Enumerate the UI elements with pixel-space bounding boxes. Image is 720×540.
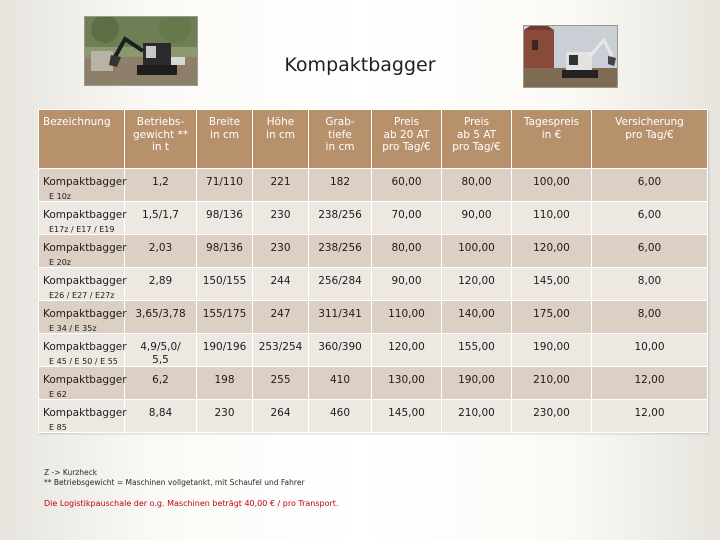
- machine-model: E 85: [49, 422, 67, 432]
- column-header-line: in cm: [210, 128, 239, 141]
- table-header-row: [39, 110, 708, 169]
- column-header-line: gewicht **: [132, 128, 188, 141]
- value-cell: 1,2: [125, 169, 197, 202]
- rental-price-table: [38, 109, 708, 433]
- value-cell: 210,00: [512, 367, 592, 400]
- column-header-line: Breite: [208, 116, 241, 128]
- value-cell: 100,00: [442, 235, 512, 268]
- value-cell: 3,65/3,78: [125, 301, 197, 334]
- machine-name-cell: [39, 268, 125, 301]
- page-title: Kompaktbagger: [284, 54, 436, 76]
- value-cell: 6,2: [125, 367, 197, 400]
- value-cell: 2,89: [125, 268, 197, 301]
- footnote-kurzheck: Z -> Kurzheck: [44, 468, 98, 477]
- value-cell: 230,00: [512, 400, 592, 433]
- machine-name: Kompaktbagger: [43, 275, 127, 287]
- column-header: [442, 110, 512, 169]
- machine-model: E 62: [49, 389, 67, 399]
- machine-name: Kompaktbagger: [43, 341, 127, 353]
- value-cell: 80,00: [372, 235, 442, 268]
- machine-model: E 45 / E 50 / E 55: [49, 356, 118, 366]
- column-header: [309, 110, 372, 169]
- value-cell: 60,00: [372, 169, 442, 202]
- value-cell: 460: [309, 400, 372, 433]
- column-header-line: Preis: [393, 116, 420, 128]
- value-cell: 155/175: [197, 301, 253, 334]
- value-cell: 70,00: [372, 202, 442, 235]
- value-cell: 130,00: [372, 367, 442, 400]
- value-cell: 244: [253, 268, 309, 301]
- value-cell: 230: [253, 235, 309, 268]
- value-cell: 230: [253, 202, 309, 235]
- value-cell: 90,00: [442, 202, 512, 235]
- table-row: [39, 334, 708, 367]
- column-header-line: in cm: [266, 128, 295, 141]
- value-cell: 8,00: [592, 301, 708, 334]
- value-cell: 190/196: [197, 334, 253, 367]
- value-cell: 6,00: [592, 235, 708, 268]
- column-header: [197, 110, 253, 169]
- value-cell: 150/155: [197, 268, 253, 301]
- value-cell: 253/254: [253, 334, 309, 367]
- machine-model: E 10z: [49, 191, 71, 201]
- value-cell: 100,00: [512, 169, 592, 202]
- machine-name: Kompaktbagger: [43, 209, 127, 221]
- footnote-betriebsgewicht: ** Betriebsgewicht = Maschinen vollgetankt, mit Schaufel und Fahrer: [44, 478, 305, 487]
- column-header-line: ab 5 AT: [456, 128, 497, 141]
- column-header-line: Preis: [463, 116, 490, 128]
- column-header-line: pro Tag/€: [382, 141, 431, 153]
- column-header-line: Betriebs-: [136, 116, 185, 128]
- value-cell: 175,00: [512, 301, 592, 334]
- value-cell: 71/110: [197, 169, 253, 202]
- value-cell: 238/256: [309, 235, 372, 268]
- logistics-note: Die Logistikpauschale der o.g. Maschinen beträgt 40,00 € / pro Transport.: [44, 499, 339, 508]
- table-row: [39, 202, 708, 235]
- value-cell: 98/136: [197, 202, 253, 235]
- table-body: [39, 169, 708, 433]
- value-cell: 145,00: [512, 268, 592, 301]
- value-cell: 12,00: [592, 367, 708, 400]
- table-row: [39, 301, 708, 334]
- column-header-line: tiefe: [328, 128, 352, 141]
- value-cell: 264: [253, 400, 309, 433]
- value-cell: 182: [309, 169, 372, 202]
- column-header: [512, 110, 592, 169]
- machine-name: Kompaktbagger: [43, 308, 127, 320]
- column-header-line: in cm: [325, 141, 355, 153]
- column-header: [125, 110, 197, 169]
- column-header-line: Höhe: [266, 116, 295, 128]
- value-cell: 4,9/5,0/ 5,5: [125, 334, 197, 367]
- value-cell: 145,00: [372, 400, 442, 433]
- column-header-line: in t: [151, 141, 170, 153]
- value-cell: 198: [197, 367, 253, 400]
- value-cell: 8,84: [125, 400, 197, 433]
- value-cell: 255: [253, 367, 309, 400]
- machine-name-cell: [39, 235, 125, 268]
- value-cell: 238/256: [309, 202, 372, 235]
- value-cell: 110,00: [372, 301, 442, 334]
- machine-model: E 34 / E 35z: [49, 323, 97, 333]
- value-cell: 12,00: [592, 400, 708, 433]
- table-row: [39, 367, 708, 400]
- column-header-line: ab 20 AT: [383, 128, 430, 141]
- value-cell: 410: [309, 367, 372, 400]
- column-header-line: Grab-: [325, 116, 355, 128]
- machine-name-cell: [39, 202, 125, 235]
- value-cell: 221: [253, 169, 309, 202]
- value-cell: 120,00: [512, 235, 592, 268]
- column-header: [592, 110, 708, 169]
- machine-name: Kompaktbagger: [43, 374, 127, 386]
- column-header-line: in €: [541, 128, 562, 141]
- column-header-line: Tagespreis: [523, 116, 580, 128]
- value-cell: 155,00: [442, 334, 512, 367]
- value-cell: 140,00: [442, 301, 512, 334]
- value-cell: 10,00: [592, 334, 708, 367]
- value-cell: 2,03: [125, 235, 197, 268]
- machine-name: Kompaktbagger: [43, 176, 127, 188]
- value-cell: 1,5/1,7: [125, 202, 197, 235]
- column-header: [39, 110, 125, 169]
- machine-model: E 20z: [49, 257, 71, 267]
- column-header-line: Bezeichnung: [43, 116, 111, 128]
- value-cell: 360/390: [309, 334, 372, 367]
- value-cell: 6,00: [592, 202, 708, 235]
- machine-name-cell: [39, 367, 125, 400]
- machine-name-cell: [39, 169, 125, 202]
- column-header-line: pro Tag/€: [625, 128, 674, 141]
- table-row: [39, 268, 708, 301]
- column-header: [372, 110, 442, 169]
- value-cell: 256/284: [309, 268, 372, 301]
- value-cell: 230: [197, 400, 253, 433]
- value-cell: 190,00: [512, 334, 592, 367]
- value-cell: 98/136: [197, 235, 253, 268]
- column-header-line: pro Tag/€: [452, 141, 501, 153]
- machine-name: Kompaktbagger: [43, 242, 127, 254]
- machine-name: Kompaktbagger: [43, 407, 127, 419]
- machine-name-cell: [39, 334, 125, 367]
- value-cell: 110,00: [512, 202, 592, 235]
- machine-model: E17z / E17 / E19: [49, 224, 115, 234]
- value-cell: 210,00: [442, 400, 512, 433]
- column-header: [253, 110, 309, 169]
- value-cell: 6,00: [592, 169, 708, 202]
- value-cell: 8,00: [592, 268, 708, 301]
- value-cell: 120,00: [372, 334, 442, 367]
- value-cell: 311/341: [309, 301, 372, 334]
- value-cell: 120,00: [442, 268, 512, 301]
- machine-name-cell: [39, 301, 125, 334]
- value-cell: 247: [253, 301, 309, 334]
- machine-name-cell: [39, 400, 125, 433]
- value-cell: 190,00: [442, 367, 512, 400]
- value-cell: 80,00: [442, 169, 512, 202]
- column-header-line: Versicherung: [615, 116, 684, 128]
- value-cell: 90,00: [372, 268, 442, 301]
- table-row: [39, 169, 708, 202]
- machine-model: E26 / E27 / E27z: [49, 290, 115, 300]
- table-row: [39, 400, 708, 433]
- table-row: [39, 235, 708, 268]
